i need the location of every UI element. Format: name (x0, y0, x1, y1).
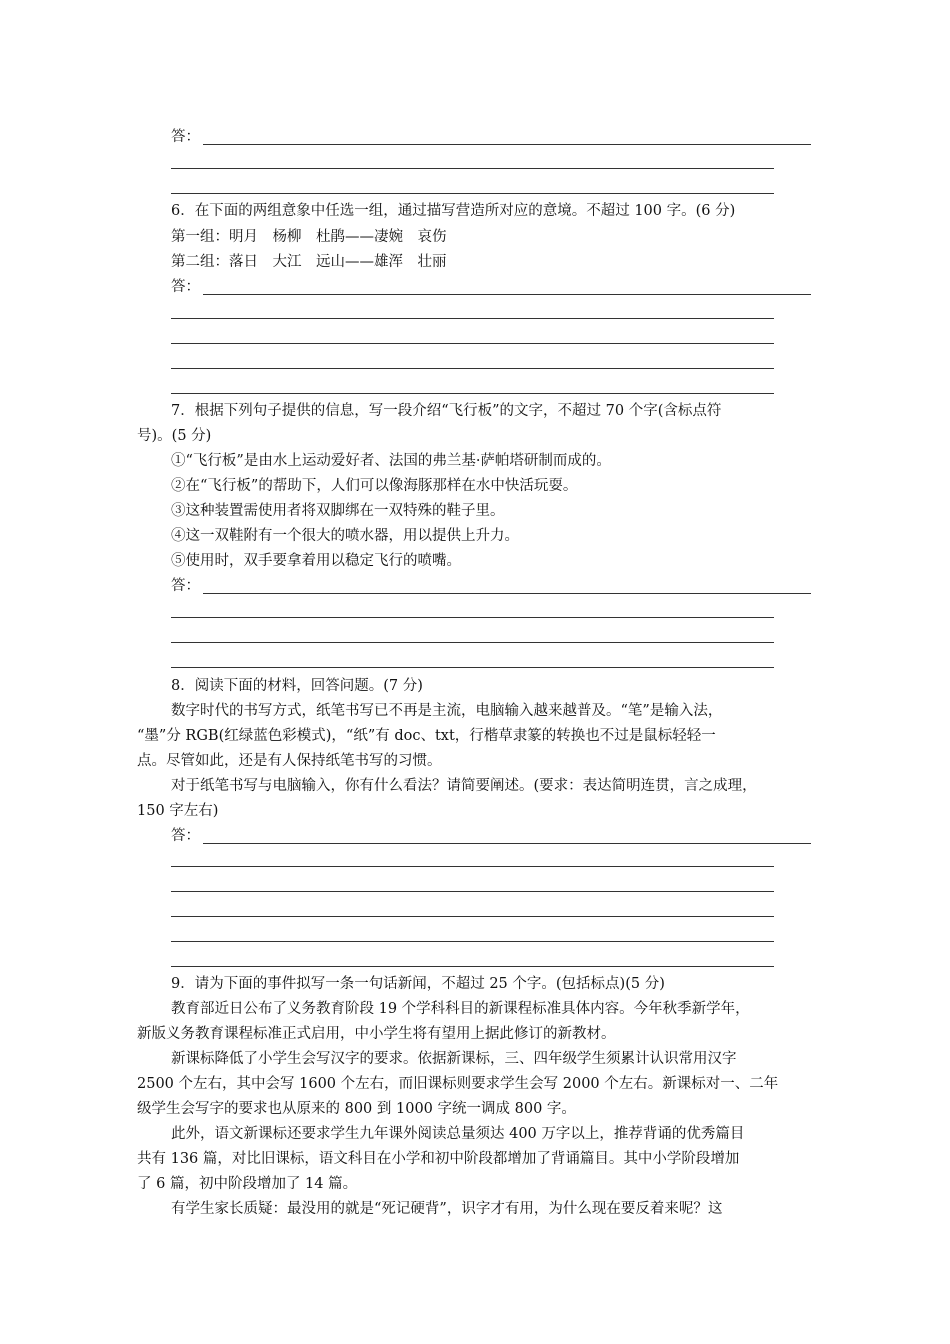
q6-title: 6．在下面的两组意象中任选一组，通过描写营造所对应的意境。不超过 100 字。(6 分) (171, 203, 736, 219)
answer-line[interactable] (171, 576, 811, 596)
q8-paragraph-cont: 点。尽管如此，还是有人保持纸笔书写的习惯。 (137, 753, 442, 769)
q9-paragraph-cont: 共有 136 篇，对比旧课标，语文科目在小学和初中阶段都增加了背诵篇目。其中小学阶段增加 (137, 1151, 740, 1167)
answer-label: 答： (171, 129, 200, 145)
answer-blank-line[interactable] (171, 941, 774, 942)
answer-blank-line[interactable] (171, 617, 774, 618)
answer-underline (203, 294, 811, 295)
q9-paragraph: 教育部近日公布了义务教育阶段 19 个学科科目的新课程标准具体内容。今年秋季新学年， (171, 1001, 750, 1017)
answer-blank-line[interactable] (171, 193, 774, 194)
q7-item: ③这种装置需使用者将双脚绑在一双特殊的鞋子里。 (171, 503, 505, 519)
q9-paragraph: 新课标降低了小学生会写汉字的要求。依据新课标，三、四年级学生须累计认识常用汉字 (171, 1051, 737, 1067)
q7-title-cont: 号)。(5 分) (137, 428, 212, 444)
q7-item: ④这一双鞋附有一个很大的喷水器，用以提供上升力。 (171, 528, 519, 544)
answer-label: 答： (171, 279, 200, 295)
q9-paragraph-cont: 级学生会写字的要求也从原来的 800 到 1000 字统一调成 800 字。 (137, 1101, 576, 1117)
answer-blank-line[interactable] (171, 891, 774, 892)
q8-prompt: 对于纸笔书写与电脑输入，你有什么看法？请简要阐述。(要求：表达简明连贯，言之成理， (171, 778, 757, 794)
answer-blank-line[interactable] (171, 642, 774, 643)
answer-line[interactable] (171, 826, 811, 846)
q9-paragraph-cont: 2500 个左右，其中会写 1600 个左右，而旧课标则要求学生会写 2000 个左右。新课标对一、二年 (137, 1076, 779, 1092)
answer-blank-line[interactable] (171, 916, 774, 917)
q9-paragraph-cont: 了 6 篇，初中阶段增加了 14 篇。 (137, 1176, 358, 1192)
answer-blank-line[interactable] (171, 393, 774, 394)
q9-title: 9．请为下面的事件拟写一条一句话新闻，不超过 25 个字。(包括标点)(5 分) (171, 976, 665, 992)
answer-blank-line[interactable] (171, 343, 774, 344)
answer-line[interactable] (171, 127, 811, 147)
answer-line[interactable] (171, 277, 811, 297)
answer-label: 答： (171, 828, 200, 844)
q9-paragraph: 此外，语文新课标还要求学生九年课外阅读总量须达 400 万字以上，推荐背诵的优秀篇目 (171, 1126, 745, 1142)
q7-title: 7．根据下列句子提供的信息，写一段介绍“飞行板”的文字，不超过 70 个字(含标点符 (171, 403, 722, 419)
q8-title: 8．阅读下面的材料，回答问题。(7 分) (171, 678, 423, 694)
answer-blank-line[interactable] (171, 368, 774, 369)
q8-paragraph: 数字时代的书写方式，纸笔书写已不再是主流，电脑输入越来越普及。“笔”是输入法， (171, 703, 723, 719)
answer-blank-line[interactable] (171, 866, 774, 867)
q7-item: ②在“飞行板”的帮助下，人们可以像海豚那样在水中快活玩耍。 (171, 478, 578, 494)
q9-paragraph-cont: 新版义务教育课程标准正式启用，中小学生将有望用上据此修订的新教材。 (137, 1026, 616, 1042)
q8-paragraph-cont: “墨”分 RGB(红绿蓝色彩模式)，“纸”有 doc、txt，行楷草隶篆的转换也不过是鼠标轻轻一 (137, 728, 716, 744)
answer-blank-line[interactable] (171, 667, 774, 668)
q6-group1: 第一组：明月 杨柳 杜鹃——凄婉 哀伤 (171, 229, 447, 245)
answer-underline (203, 843, 811, 844)
q8-prompt-cont: 150 字左右) (137, 803, 219, 819)
answer-underline (203, 593, 811, 594)
answer-label: 答： (171, 578, 200, 594)
q7-item: ①“飞行板”是由水上运动爱好者、法国的弗兰基·萨帕塔研制而成的。 (171, 453, 611, 469)
q9-paragraph: 有学生家长质疑：最没用的就是“死记硬背”，识字才有用，为什么现在要反着来呢？这 (171, 1201, 723, 1217)
answer-underline (203, 144, 811, 145)
answer-blank-line[interactable] (171, 168, 774, 169)
answer-blank-line[interactable] (171, 318, 774, 319)
answer-blank-line[interactable] (171, 966, 774, 967)
q6-group2: 第二组：落日 大江 远山——雄浑 壮丽 (171, 254, 447, 270)
q7-item: ⑤使用时，双手要拿着用以稳定飞行的喷嘴。 (171, 553, 461, 569)
